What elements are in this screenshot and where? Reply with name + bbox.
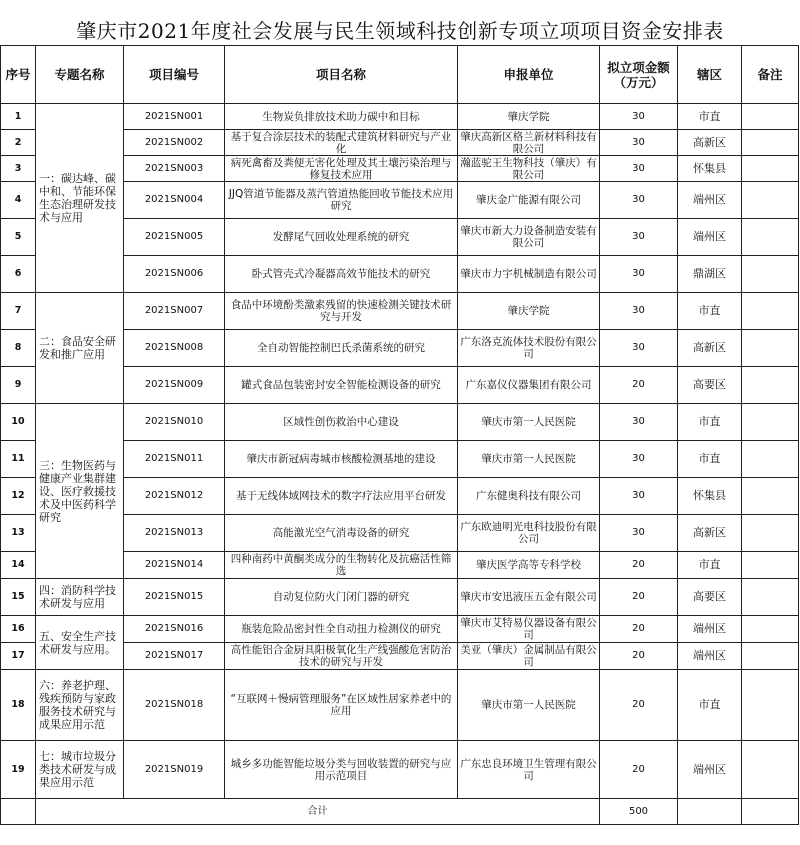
- topic-cell: 六：养老护理、残疾预防与家政服务技术研究与成果应用示范: [36, 670, 124, 741]
- funding-amount: 30: [600, 441, 678, 478]
- applicant-unit: 肇庆市艾特易仪器设备有限公司: [458, 616, 600, 643]
- row-seq: 10: [1, 404, 36, 441]
- table-row: [1, 293, 799, 330]
- applicant-unit: 瀚蓝驼王生物科技（肇庆）有限公司: [458, 156, 600, 182]
- funding-amount: 30: [600, 182, 678, 219]
- row-seq: 11: [1, 441, 36, 478]
- row-seq: 18: [1, 670, 36, 741]
- applicant-unit: 肇庆市第一人民医院: [458, 441, 600, 478]
- project-name: 生物炭负排放技术助力碳中和目标: [225, 104, 458, 130]
- header-topic: 专题名称: [36, 46, 124, 104]
- district: 端州区: [678, 643, 742, 670]
- remark: [742, 182, 799, 219]
- funding-amount: 30: [600, 130, 678, 156]
- project-code: 2021SN012: [124, 478, 225, 515]
- district: 高要区: [678, 579, 742, 616]
- applicant-unit: 肇庆市新大力设备制造安装有限公司: [458, 219, 600, 256]
- remark: [742, 330, 799, 367]
- applicant-unit: 肇庆金广能源有限公司: [458, 182, 600, 219]
- project-code: 2021SN006: [124, 256, 225, 293]
- funding-amount: 20: [600, 670, 678, 741]
- row-seq: 7: [1, 293, 36, 330]
- project-name: 卧式管壳式冷凝器高效节能技术的研究: [225, 256, 458, 293]
- total-label: 合计: [36, 799, 600, 825]
- remark: [742, 367, 799, 404]
- applicant-unit: 肇庆市安迅液压五金有限公司: [458, 579, 600, 616]
- row-seq: 4: [1, 182, 36, 219]
- remark: [742, 616, 799, 643]
- funding-amount: 30: [600, 330, 678, 367]
- topic-cell: 三：生物医药与健康产业集群建设、医疗救援技术及中医药科学研究: [36, 404, 124, 579]
- project-code: 2021SN014: [124, 552, 225, 579]
- funding-amount: 20: [600, 579, 678, 616]
- project-code: 2021SN016: [124, 616, 225, 643]
- remark: [742, 579, 799, 616]
- remark: [742, 670, 799, 741]
- funding-amount: 20: [600, 741, 678, 799]
- applicant-unit: 美亚（肇庆）金属制品有限公司: [458, 643, 600, 670]
- project-code: 2021SN019: [124, 741, 225, 799]
- district: 高新区: [678, 330, 742, 367]
- row-seq: 2: [1, 130, 36, 156]
- project-name: 基于无线体域网技术的数字疗法应用平台研发: [225, 478, 458, 515]
- project-name: “互联网＋慢病管理服务”在区域性居家养老中的应用: [225, 670, 458, 741]
- remark: [742, 741, 799, 799]
- district: 市直: [678, 441, 742, 478]
- remark: [742, 219, 799, 256]
- row-seq: 9: [1, 367, 36, 404]
- project-name: 肇庆市新冠病毒城市核酸检测基地的建设: [225, 441, 458, 478]
- funding-amount: 30: [600, 156, 678, 182]
- table-row: [1, 616, 799, 643]
- project-name: 全自动智能控制巴氏杀菌系统的研究: [225, 330, 458, 367]
- header-amount: 拟立项金额（万元）: [600, 46, 678, 104]
- remark: [742, 515, 799, 552]
- project-code: 2021SN001: [124, 104, 225, 130]
- project-code: 2021SN004: [124, 182, 225, 219]
- table-row: [1, 104, 799, 130]
- table-row: [1, 404, 799, 441]
- header-district: 辖区: [678, 46, 742, 104]
- project-name: 城乡多功能智能垃圾分类与回收装置的研究与应用示范项目: [225, 741, 458, 799]
- project-code: 2021SN018: [124, 670, 225, 741]
- applicant-unit: 广东欧迪明光电科技股份有限公司: [458, 515, 600, 552]
- district: 市直: [678, 293, 742, 330]
- remark: [742, 552, 799, 579]
- applicant-unit: 广东洛克流体技术股份有限公司: [458, 330, 600, 367]
- table-row: [1, 670, 799, 741]
- row-seq: 6: [1, 256, 36, 293]
- remark: [742, 293, 799, 330]
- row-seq: 14: [1, 552, 36, 579]
- project-code: 2021SN010: [124, 404, 225, 441]
- row-seq: 15: [1, 579, 36, 616]
- header-code: 项目编号: [124, 46, 225, 104]
- applicant-unit: 肇庆学院: [458, 104, 600, 130]
- row-seq: 17: [1, 643, 36, 670]
- district: 怀集县: [678, 478, 742, 515]
- project-code: 2021SN002: [124, 130, 225, 156]
- applicant-unit: 广东嘉仪仪器集团有限公司: [458, 367, 600, 404]
- table-row: [1, 579, 799, 616]
- project-name: 基于复合涂层技术的装配式建筑材料研究与产业化: [225, 130, 458, 156]
- project-name: 病死禽畜及粪便无害化处理及其土壤污染治理与修复技术应用: [225, 156, 458, 182]
- total-remark: [742, 799, 799, 825]
- project-name: 高性能铝合金厨具阳极氧化生产线强酸危害防治技术的研究与开发: [225, 643, 458, 670]
- funding-amount: 30: [600, 515, 678, 552]
- topic-cell: 七：城市垃圾分类技术研发与成果应用示范: [36, 741, 124, 799]
- district: 高新区: [678, 515, 742, 552]
- project-name: 罐式食品包装密封安全智能检测设备的研究: [225, 367, 458, 404]
- project-name: 区域性创伤救治中心建设: [225, 404, 458, 441]
- project-code: 2021SN003: [124, 156, 225, 182]
- row-seq: 5: [1, 219, 36, 256]
- topic-cell: 五、安全生产技术研发与应用。: [36, 616, 124, 670]
- document-title: 肇庆市2021年度社会发展与民生领域科技创新专项立项项目资金安排表: [76, 19, 724, 43]
- total-seq: [1, 799, 36, 825]
- table-row: [1, 741, 799, 799]
- header-unit: 申报单位: [458, 46, 600, 104]
- project-name: 发酵尾气回收处理系统的研究: [225, 219, 458, 256]
- district: 端州区: [678, 616, 742, 643]
- applicant-unit: 广东健奥科技有限公司: [458, 478, 600, 515]
- project-name: 自动复位防火门闭门器的研究: [225, 579, 458, 616]
- applicant-unit: 肇庆医学高等专科学校: [458, 552, 600, 579]
- remark: [742, 478, 799, 515]
- row-seq: 1: [1, 104, 36, 130]
- funding-amount: 30: [600, 404, 678, 441]
- total-district: [678, 799, 742, 825]
- district: 高新区: [678, 130, 742, 156]
- funding-amount: 20: [600, 643, 678, 670]
- topic-cell: 四：消防科学技术研发与应用: [36, 579, 124, 616]
- project-name: 食品中环境酚类激素残留的快速检测关键技术研究与开发: [225, 293, 458, 330]
- applicant-unit: 肇庆高新区格兰新材料科技有限公司: [458, 130, 600, 156]
- project-code: 2021SN015: [124, 579, 225, 616]
- funding-amount: 30: [600, 104, 678, 130]
- header-remark: 备注: [742, 46, 799, 104]
- funding-amount: 20: [600, 367, 678, 404]
- remark: [742, 156, 799, 182]
- remark: [742, 643, 799, 670]
- funding-amount: 30: [600, 293, 678, 330]
- project-code: 2021SN009: [124, 367, 225, 404]
- project-name: 瓶装危险品密封性全自动扭力检测仪的研究: [225, 616, 458, 643]
- applicant-unit: 肇庆学院: [458, 293, 600, 330]
- district: 端州区: [678, 219, 742, 256]
- funding-amount: 30: [600, 478, 678, 515]
- remark: [742, 404, 799, 441]
- district: 鼎湖区: [678, 256, 742, 293]
- topic-cell: 二：食品安全研发和推广应用: [36, 293, 124, 404]
- header-seq: 序号: [1, 46, 36, 104]
- funding-amount: 30: [600, 256, 678, 293]
- district: 市直: [678, 670, 742, 741]
- applicant-unit: 肇庆市力宇机械制造有限公司: [458, 256, 600, 293]
- remark: [742, 256, 799, 293]
- remark: [742, 130, 799, 156]
- applicant-unit: 广东忠良环境卫生管理有限公司: [458, 741, 600, 799]
- project-code: 2021SN008: [124, 330, 225, 367]
- district: 市直: [678, 404, 742, 441]
- row-seq: 13: [1, 515, 36, 552]
- applicant-unit: 肇庆市第一人民医院: [458, 404, 600, 441]
- district: 端州区: [678, 741, 742, 799]
- row-seq: 12: [1, 478, 36, 515]
- funding-amount: 30: [600, 219, 678, 256]
- topic-cell: 一：碳达峰、碳中和、节能环保生态治理研发技术与应用: [36, 104, 124, 293]
- row-seq: 8: [1, 330, 36, 367]
- project-code: 2021SN011: [124, 441, 225, 478]
- header-row: [1, 46, 799, 104]
- remark: [742, 441, 799, 478]
- district: 市直: [678, 104, 742, 130]
- row-seq: 16: [1, 616, 36, 643]
- project-code: 2021SN005: [124, 219, 225, 256]
- project-name: 四种南药中黄酮类成分的生物转化及抗癌活性筛选: [225, 552, 458, 579]
- district: 怀集县: [678, 156, 742, 182]
- project-name: 高能激光空气消毒设备的研究: [225, 515, 458, 552]
- funding-amount: 20: [600, 616, 678, 643]
- funding-amount: 20: [600, 552, 678, 579]
- district: 端州区: [678, 182, 742, 219]
- district: 高要区: [678, 367, 742, 404]
- project-code: 2021SN017: [124, 643, 225, 670]
- row-seq: 3: [1, 156, 36, 182]
- project-name: JJQ管道节能器及蒸汽管道热能回收节能技术应用研究: [225, 182, 458, 219]
- row-seq: 19: [1, 741, 36, 799]
- project-code: 2021SN007: [124, 293, 225, 330]
- applicant-unit: 肇庆市第一人民医院: [458, 670, 600, 741]
- project-code: 2021SN013: [124, 515, 225, 552]
- total-row: [1, 799, 799, 825]
- district: 市直: [678, 552, 742, 579]
- remark: [742, 104, 799, 130]
- total-amount: 500: [600, 799, 678, 825]
- funding-table: [0, 45, 799, 825]
- header-name: 项目名称: [225, 46, 458, 104]
